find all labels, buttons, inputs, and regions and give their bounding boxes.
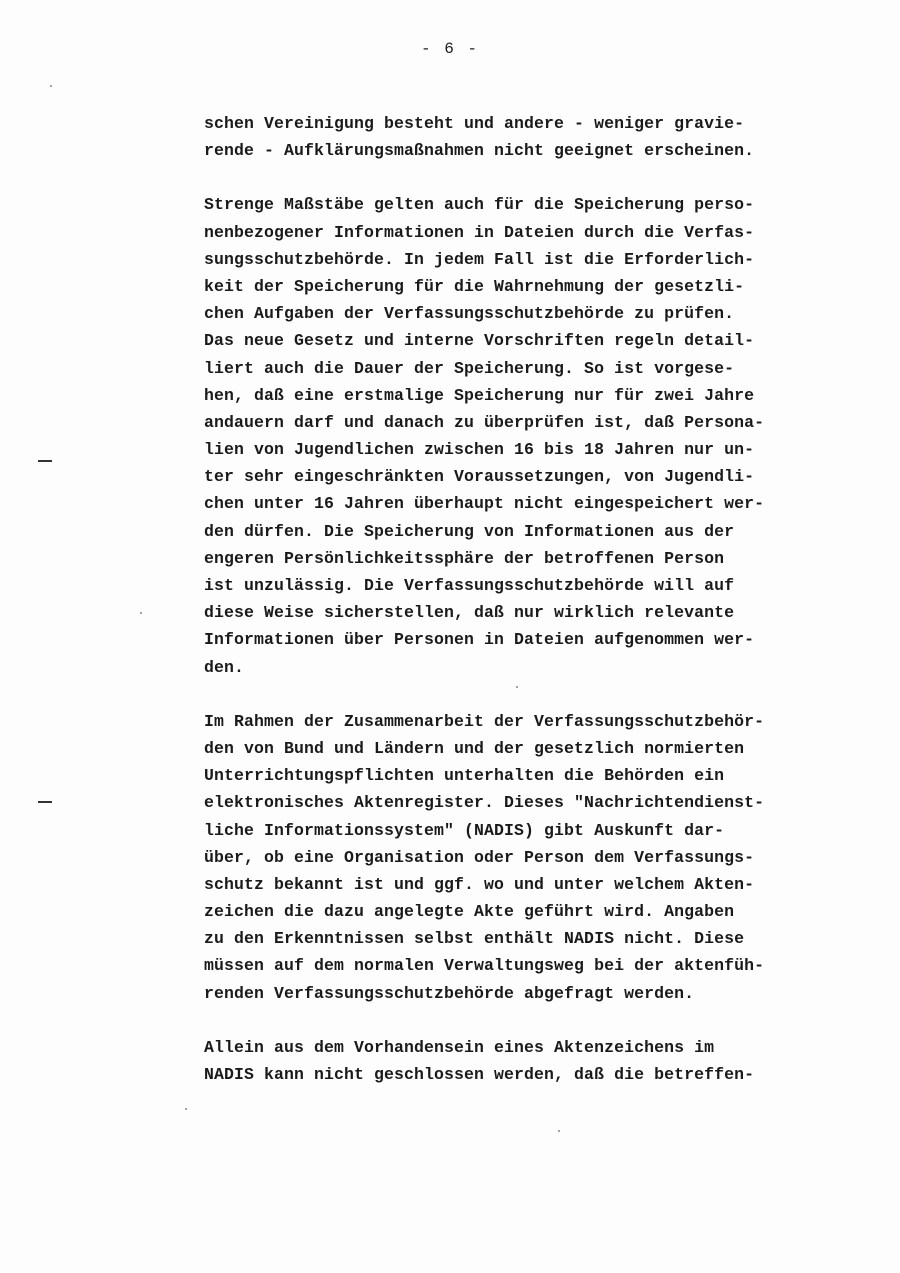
text-line: zeichen die dazu angelegte Akte geführt wird. Angaben xyxy=(204,902,735,922)
text-line: den von Bund und Ländern und der gesetzlich normierten xyxy=(204,738,745,758)
text-line: den. xyxy=(204,657,245,677)
text-line: ter sehr eingeschränkten Voraussetzungen, von Jugendli- xyxy=(204,467,755,487)
text-line: müssen auf dem normalen Verwaltungsweg bei der aktenfüh- xyxy=(204,956,765,976)
text-line: elektronisches Aktenregister. Dieses "Nachrichtendienst- xyxy=(204,793,765,813)
body-text xyxy=(204,110,844,1115)
margin-mark xyxy=(38,460,52,462)
text-line: über, ob eine Organisation oder Person dem Verfassungs- xyxy=(204,847,755,867)
text-line: chen unter 16 Jahren überhaupt nicht eingespeichert wer- xyxy=(204,494,765,514)
text-line: diese Weise sicherstellen, daß nur wirklich relevante xyxy=(204,603,735,623)
text-line: Im Rahmen der Zusammenarbeit der Verfassungsschutzbehör- xyxy=(204,711,765,731)
text-line: liert auch die Dauer der Speicherung. So ist vorgese- xyxy=(204,358,735,378)
paragraph-2 xyxy=(204,191,844,680)
text-line: hen, daß eine erstmalige Speicherung nur für zwei Jahre xyxy=(204,385,755,405)
paragraph-1 xyxy=(204,110,844,164)
scan-speck xyxy=(185,1108,187,1110)
text-line: liche Informationssystem" (NADIS) gibt Auskunft dar- xyxy=(204,820,725,840)
text-line: Informationen über Personen in Dateien aufgenommen wer- xyxy=(204,630,755,650)
scan-speck xyxy=(140,612,142,614)
paragraph-3 xyxy=(204,708,844,1007)
text-line: nenbezogener Informationen in Dateien durch die Verfas- xyxy=(204,222,755,242)
text-line: rende - Aufklärungsmaßnahmen nicht geeignet erscheinen. xyxy=(204,141,755,161)
text-line: sungsschutzbehörde. In jedem Fall ist die Erforderlich- xyxy=(204,249,755,269)
text-line: chen Aufgaben der Verfassungsschutzbehörde zu prüfen. xyxy=(204,304,735,324)
text-line: lien von Jugendlichen zwischen 16 bis 18 Jahren nur un- xyxy=(204,440,755,460)
text-line: keit der Speicherung für die Wahrnehmung der gesetzli- xyxy=(204,276,745,296)
text-line: schen Vereinigung besteht und andere - weniger gravie- xyxy=(204,114,745,133)
page-number: - 6 - xyxy=(420,40,479,58)
text-line: Strenge Maßstäbe gelten auch für die Speicherung perso- xyxy=(204,195,755,215)
text-line: andauern darf und danach zu überprüfen ist, daß Persona- xyxy=(204,412,765,432)
text-line: Unterrichtungspflichten unterhalten die Behörden ein xyxy=(204,766,725,786)
paragraph-4 xyxy=(204,1034,844,1088)
text-line: engeren Persönlichkeitssphäre der betroffenen Person xyxy=(204,548,725,568)
text-line: zu den Erkenntnissen selbst enthält NADIS nicht. Diese xyxy=(204,929,745,949)
text-line: renden Verfassungsschutzbehörde abgefragt werden. xyxy=(204,983,695,1003)
scan-speck xyxy=(558,1130,560,1132)
text-line: Allein aus dem Vorhandensein eines Aktenzeichens im xyxy=(204,1037,715,1057)
text-line: schutz bekannt ist und ggf. wo und unter welchem Akten- xyxy=(204,874,755,894)
scan-speck xyxy=(50,85,52,87)
text-line: NADIS kann nicht geschlossen werden, daß die betreffen- xyxy=(204,1065,755,1084)
margin-mark xyxy=(38,801,52,803)
text-line: Das neue Gesetz und interne Vorschriften regeln detail- xyxy=(204,331,755,351)
text-line: den dürfen. Die Speicherung von Informationen aus der xyxy=(204,521,735,541)
text-line: ist unzulässig. Die Verfassungsschutzbehörde will auf xyxy=(204,576,735,595)
